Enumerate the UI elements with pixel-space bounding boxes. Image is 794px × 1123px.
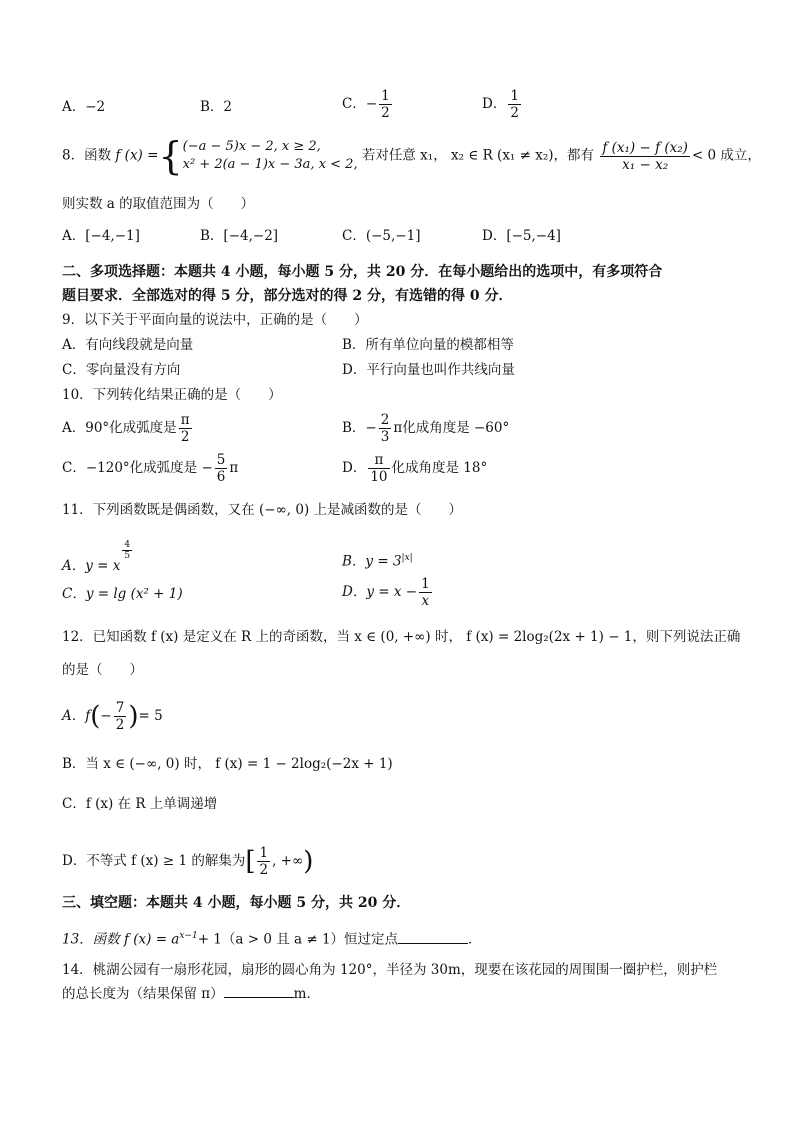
q10-option-d-suffix: 化成角度是 18° (391, 460, 488, 476)
piecewise-cases (183, 138, 358, 174)
fraction (379, 412, 392, 445)
q7-option-b (200, 97, 232, 117)
q8-condition-suffix: < 0 成立， (691, 147, 761, 164)
q13-suffix: + 1（a > 0 且 a ≠ 1）恒过定点 (197, 931, 399, 948)
q12-option-b-text: B．当 x ∈ (−∞, 0) 时， f (x) = 1 − 2log₂(−2x + 1) (62, 756, 393, 772)
section2-heading-line1-text: 二、多项选择题：本题共 4 小题，每小题 5 分，共 20 分．在每小题给出的选项中，有多项符合 (62, 264, 663, 280)
q12-option-b (62, 754, 393, 774)
fraction (600, 140, 690, 173)
fraction-denominator: x (421, 593, 430, 609)
q12-option-c (62, 794, 217, 814)
fraction (508, 88, 521, 121)
piecewise-case-2: x² + 2(a − 1)x − 3a, x < 2, (182, 157, 358, 172)
q8-option-c-text: C．(−5,−1] (342, 228, 421, 244)
fraction-denominator: 10 (370, 469, 388, 485)
q10-option-d-prefix: D． (342, 460, 367, 476)
fraction-denominator: 6 (216, 469, 226, 485)
fraction (257, 845, 270, 878)
q7-option-d (482, 88, 523, 121)
q14-stem-text: 14．桃湖公园有一扇形花园，扇形的圆心角为 120°，半径为 30m，现要在该花园的周围围一圈护栏，则护栏 (62, 962, 718, 978)
fraction-numerator: 7 (115, 700, 125, 716)
q7-option-b-text: B．2 (200, 99, 233, 115)
fraction-denominator: 2 (259, 862, 269, 878)
q10-option-c-suffix: π (229, 460, 239, 476)
q12-option-d (62, 845, 313, 878)
fraction-numerator: 1 (381, 88, 390, 104)
piecewise-case-1: (−a − 5)x − 2, x ≥ 2, (182, 139, 321, 154)
fraction-denominator: 2 (381, 105, 390, 121)
q11-option-d (342, 576, 434, 609)
q12-stem-line2-text: 的是（ ） (62, 662, 143, 678)
q11-option-d-prefix: D．y = x − (342, 584, 418, 600)
fraction-numerator: π (368, 452, 389, 469)
fraction-denominator: 3 (380, 429, 390, 445)
exponent-fraction (122, 540, 132, 561)
q11-option-b-exponent: |x| (401, 553, 413, 563)
fraction-numerator: f (x₁) − f (x₂) (602, 139, 688, 156)
q13-stem (62, 926, 482, 950)
q10-stem (62, 385, 282, 405)
answer-blank[interactable] (398, 931, 468, 944)
q9-option-a (62, 335, 193, 355)
q7-option-a (62, 97, 105, 117)
q8-option-b (200, 226, 278, 246)
q9-stem (62, 310, 368, 330)
q7-option-c (342, 88, 394, 121)
q8-option-c (342, 226, 420, 246)
q14-stem-line2-text: 的总长度为（结果保留 π） (62, 986, 224, 1002)
q10-option-c-prefix: C．−120°化成弧度是 − (62, 460, 213, 476)
fraction (215, 452, 228, 485)
q9-stem-text: 9．以下关于平面向量的说法中，正确的是（ ） (62, 312, 368, 328)
q9-option-b (342, 335, 514, 355)
section2-heading-line2-text: 题目要求．全部选对的得 5 分，部分选对的得 2 分，有选错的得 0 分． (62, 288, 513, 304)
q12-option-c-text: C．f (x) 在 R 上单调递增 (62, 796, 218, 812)
q8-stem-prefix: 8．函数 (62, 147, 112, 164)
q8-stem (62, 134, 761, 178)
q11-option-c (62, 584, 183, 604)
fraction-numerator: 1 (421, 576, 430, 592)
q9-option-d (342, 360, 515, 380)
q14-end: m． (293, 986, 320, 1002)
q11-option-b-prefix: B．y = 3 (342, 553, 402, 570)
fraction-numerator: 1 (510, 88, 519, 104)
q8-function-name: f (x) = (115, 147, 159, 164)
q10-option-c (62, 452, 238, 485)
fraction-numerator: 4 (124, 540, 131, 550)
q8-stem-line2 (62, 194, 254, 214)
q12-stem-text: 12．已知函数 f (x) 是定义在 R 上的奇函数，当 x ∈ (0, +∞) 时， f (x) = 2log₂(2x + 1) − 1，则下列说法正确 (62, 629, 741, 645)
fraction-denominator: 2 (180, 429, 190, 445)
q12-option-a-prefix: A．f (62, 708, 91, 724)
right-paren: ) (303, 846, 314, 877)
q11-option-a (62, 540, 134, 576)
fraction-denominator: 2 (510, 105, 519, 121)
q12-option-a-suffix: = 5 (138, 708, 163, 724)
q8-option-a-text: A．[−4,−1] (62, 228, 140, 244)
q14-stem (62, 960, 717, 980)
q10-option-b (342, 412, 509, 445)
q8-option-b-text: B．[−4,−2] (200, 228, 279, 244)
q7-option-d-label: D． (482, 96, 507, 112)
q12-stem-line2 (62, 660, 143, 680)
section2-heading-line2 (62, 286, 512, 306)
q13-end: ． (468, 931, 482, 948)
q14-stem-line2 (62, 984, 320, 1004)
q10-stem-text: 10．下列转化结果正确的是（ ） (62, 387, 282, 403)
q8-option-a (62, 226, 140, 246)
q9-option-c (62, 360, 180, 380)
q8-condition-prefix: 若对任意 x₁， x₂ ∈ R (x₁ ≠ x₂)，都有 (361, 147, 595, 164)
brace: { (158, 134, 183, 178)
q11-stem-text: 11．下列函数既是偶函数，又在 (−∞, 0) 上是减函数的是（ ） (62, 502, 463, 518)
q13-prefix: 13．函数 f (x) = a (62, 931, 180, 948)
fraction (179, 412, 192, 445)
q8-option-d-text: D．[−5,−4] (482, 228, 561, 244)
q12-option-d-prefix: D．不等式 f (x) ≥ 1 的解集为 (62, 853, 246, 869)
q9-option-b-text: B．所有单位向量的模都相等 (342, 337, 514, 353)
fraction-numerator: 5 (216, 452, 226, 468)
fraction-numerator: 2 (380, 412, 390, 428)
q8-option-d (482, 226, 561, 246)
q11-option-a-prefix: A．y = x (62, 558, 121, 574)
section3-heading-text: 三、填空题：本题共 4 小题，每小题 5 分，共 20 分． (62, 895, 411, 911)
q11-stem (62, 500, 462, 520)
q9-option-d-text: D．平行向量也叫作共线向量 (342, 362, 515, 378)
q10-option-d (342, 452, 487, 485)
fraction-denominator: 5 (124, 551, 131, 561)
fraction-denominator: 2 (115, 717, 125, 733)
section2-heading-line1 (62, 262, 662, 282)
q9-option-c-text: C．零向量没有方向 (62, 362, 181, 378)
q7-option-a-text: A．−2 (62, 99, 106, 115)
fraction-numerator: 1 (259, 845, 269, 861)
q10-option-a (62, 412, 194, 445)
answer-blank[interactable] (224, 985, 294, 998)
q11-option-c-text: C．y = lg (x² + 1) (62, 586, 183, 602)
fraction-numerator: π (180, 412, 190, 428)
q10-option-a-prefix: A．90°化成弧度是 (62, 420, 177, 436)
q12-option-d-suffix: , +∞ (272, 853, 304, 869)
fraction (368, 452, 389, 485)
q12-option-a: A．f(− $\frac{7}{2}$ )= 5 (62, 700, 163, 733)
fraction-denominator: x₁ − x₂ (622, 156, 669, 173)
q13-exponent: x−1 (179, 931, 198, 941)
left-bracket: [ (245, 846, 256, 877)
q10-option-b-prefix: B．− (342, 420, 377, 436)
q11-option-b (342, 548, 413, 572)
left-paren: ( (90, 701, 101, 732)
fraction (379, 88, 392, 121)
q7-option-c-label: C．− (342, 96, 378, 112)
fraction (419, 576, 432, 609)
q12-stem (62, 627, 740, 647)
q8-stem-line2-text: 则实数 a 的取值范围为（ ） (62, 196, 255, 212)
fraction (114, 700, 127, 733)
right-paren: ) (128, 701, 139, 732)
section3-heading (62, 893, 410, 913)
q9-option-a-text: A．有向线段就是向量 (62, 337, 194, 353)
q10-option-b-suffix: π化成角度是 −60° (393, 420, 510, 436)
